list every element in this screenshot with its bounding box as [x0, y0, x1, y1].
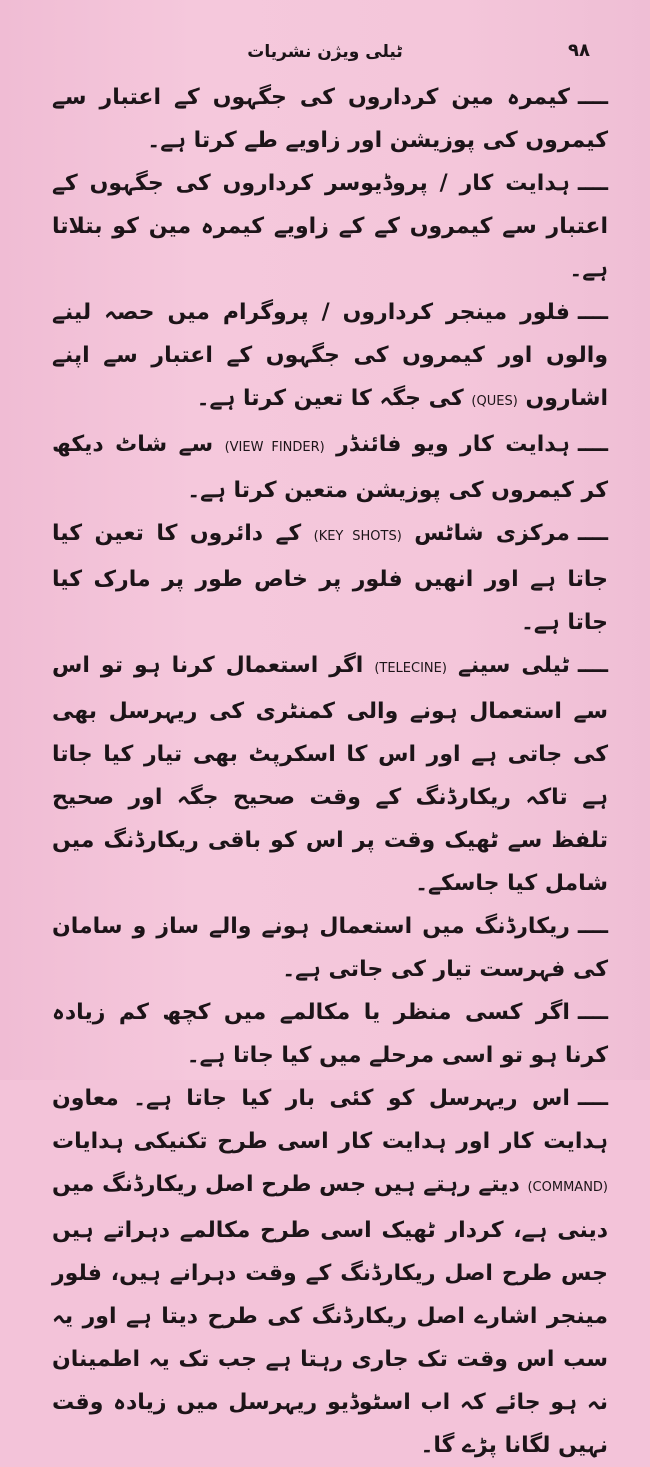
english-term: (KEY SHOTS) [313, 529, 402, 544]
paragraph-text: اس ریہرسل کو کئی بار کیا جاتا ہے۔ معاون ہدایت کار اور ہدایت کار اسی طرح تکنیکی ہدایات [52, 1086, 608, 1154]
paragraph-text: ہدایت کار / پروڈیوسر کرداروں کی جگہوں کے اعتبار سے کیمروں کے کے زاویے کیمرہ مین کو بتلاتا ہے۔ [52, 171, 608, 282]
paragraph-text: فلور مینجر کرداروں / پروگرام میں حصہ لینے والوں اور کیمروں کی جگہوں کے اعتبار سے اپنے اشاروں [52, 300, 608, 411]
paragraph-text: ٹیلی سینے [457, 653, 570, 678]
body-text [52, 76, 608, 1467]
paragraph-text-after: کی جگہ کا تعین کرتا ہے۔ [196, 386, 464, 411]
english-term: (TELECINE) [374, 661, 447, 676]
paragraph-text-after: دیتے رہتے ہیں جس طرح اصل ریکارڈنگ میں دینی ہے، کردار ٹھیک اسی طرح مکالمے دہراتے ہیں جس طرح اصل ریکارڈنگ کے وقت دہرانے ہیں، فلور مینجر اشارے اصل ریکارڈنگ کی طرح دیتا ہے اور یہ سب اس وقت تک جاری رہتا ہے جب تک یہ اطمینان نہ ہو جائے کہ اب اسٹوڈیو ریہرسل میں زیادہ وقت نہیں لگانا پڑے گا۔ [52, 1172, 608, 1458]
dash: ــــ [577, 1086, 608, 1111]
english-term: (COMMAND) [527, 1180, 608, 1195]
paragraph [52, 1077, 608, 1467]
paragraph [52, 644, 608, 905]
paragraph [52, 991, 608, 1077]
dash: ــــ [577, 85, 608, 110]
paragraph [52, 76, 608, 162]
paragraph-text-after: اگر استعمال کرنا ہو تو اس سے استعمال ہونے والی کمنٹری کی ریہرسل بھی کی جاتی ہے اور اس کا اسکرپٹ بھی تیار کیا جاتا ہے تاکہ ریکارڈنگ کے وقت صحیح جگہ اور صحیح تلفظ سے ٹھیک وقت پر اس کو باقی ریکارڈنگ میں شامل کیا جاسکے۔ [52, 653, 608, 896]
dash: ــــ [577, 1000, 608, 1025]
dash: ــــ [577, 432, 608, 457]
dash: ــــ [577, 300, 608, 325]
paragraph [52, 162, 608, 291]
paragraph-text: ہدایت کار ویو فائنڈر [336, 432, 570, 457]
paragraph-text: اگر کسی منظر یا مکالمے میں کچھ کم زیادہ کرنا ہو تو اسی مرحلے میں کیا جاتا ہے۔ [52, 1000, 608, 1068]
english-term: (QUES) [471, 394, 518, 409]
page-header [0, 38, 650, 72]
paragraph [52, 512, 608, 644]
paragraph-text: ریکارڈنگ میں استعمال ہونے والے ساز و سامان کی فہرست تیار کی جاتی ہے۔ [52, 914, 608, 982]
dash: ــــ [577, 521, 608, 546]
paragraph-text-after: کے دائروں کا تعین کیا جاتا ہے اور انھیں فلور پر خاص طور پر مارک کیا جاتا ہے۔ [52, 521, 608, 635]
english-term: (VIEW FINDER) [224, 440, 325, 455]
paragraph [52, 291, 608, 423]
dash: ــــ [577, 653, 608, 678]
paragraph [52, 905, 608, 991]
paragraph-text: کیمرہ مین کرداروں کی جگہوں کے اعتبار سے کیمروں کی پوزیشن اور زاویے طے کرتا ہے۔ [52, 85, 608, 153]
paragraph-text-after: سے شاٹ دیکھ کر کیمروں کی پوزیشن متعین کرتا ہے۔ [52, 432, 608, 503]
dash: ــــ [577, 914, 608, 939]
running-title: ٹیلی ویژن نشریات [247, 42, 403, 62]
paragraph [52, 423, 608, 512]
page-number: ۹۸ [568, 40, 590, 61]
paragraph-text: مرکزی شاٹس [414, 521, 570, 546]
dash: ــــ [577, 171, 608, 196]
